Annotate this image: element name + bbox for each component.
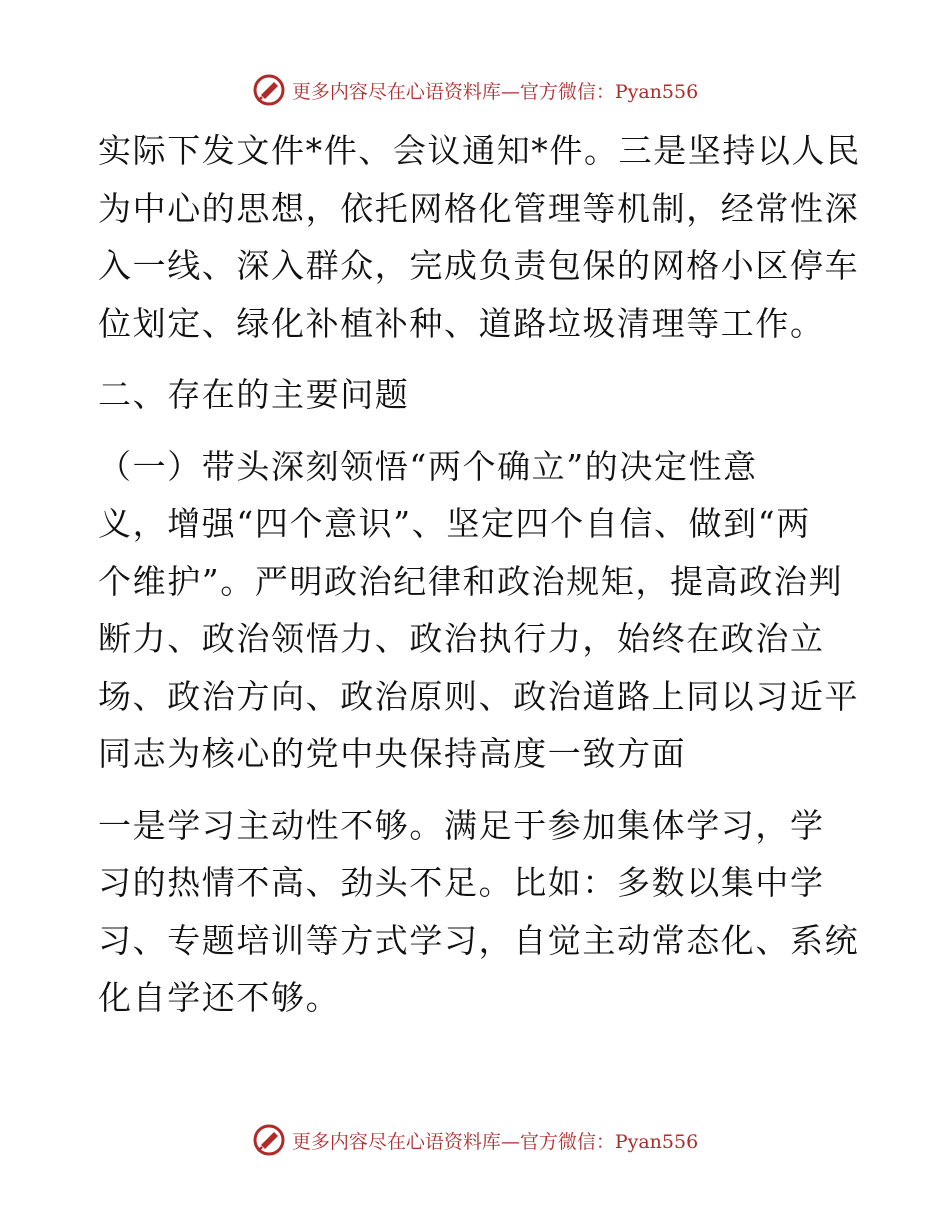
paragraph-line: 同志为核心的党中央保持高度一致方面 xyxy=(98,734,687,773)
section-heading: 二、存在的主要问题 xyxy=(98,375,410,414)
watermark-text: 更多内容尽在心语资料库—官方微信：Pyan556 xyxy=(291,1130,699,1153)
paragraph-line: 为中心的思想，依托网格化管理等机制，经常性深 xyxy=(98,188,860,228)
brand-logo-icon xyxy=(252,73,286,107)
paragraph-line: 义，增强“四个意识”、坚定四个自信、做到“两 xyxy=(98,504,811,543)
paragraph-line: 习的热情不高、劲头不足。比如：多数以集中学 xyxy=(98,863,825,902)
paragraph-line: 位划定、绿化补植补种、道路垃圾清理等工作。 xyxy=(98,303,825,343)
paragraph-line: 场、政治方向、政治原则、政治道路上同以习近平 xyxy=(98,676,860,716)
footer-watermark xyxy=(0,1120,950,1160)
document-body xyxy=(98,122,861,1027)
paragraph-line: 一是学习主动性不够。满足于参加集体学习，学 xyxy=(98,805,825,845)
brand-logo-icon xyxy=(252,1123,286,1157)
paragraph-line: （一）带头深刻领悟“两个确立”的决定性意 xyxy=(98,446,758,486)
watermark-text: 更多内容尽在心语资料库—官方微信：Pyan556 xyxy=(291,80,699,103)
paragraph-line: 习、专题培训等方式学习，自觉主动常态化、系统 xyxy=(98,920,860,960)
paragraph-line: 入一线、深入群众，完成负责包保的网格小区停车 xyxy=(98,246,860,285)
paragraph-line: 化自学还不够。 xyxy=(98,978,341,1017)
paragraph-line: 实际下发文件*件、会议通知*件。三是坚持以人民 xyxy=(98,131,861,170)
header-watermark xyxy=(0,70,950,110)
paragraph-line: 断力、政治领悟力、政治执行力，始终在政治立 xyxy=(98,619,825,658)
paragraph-line: 个维护”。严明政治纪律和政治规矩，提高政治判 xyxy=(98,561,844,601)
